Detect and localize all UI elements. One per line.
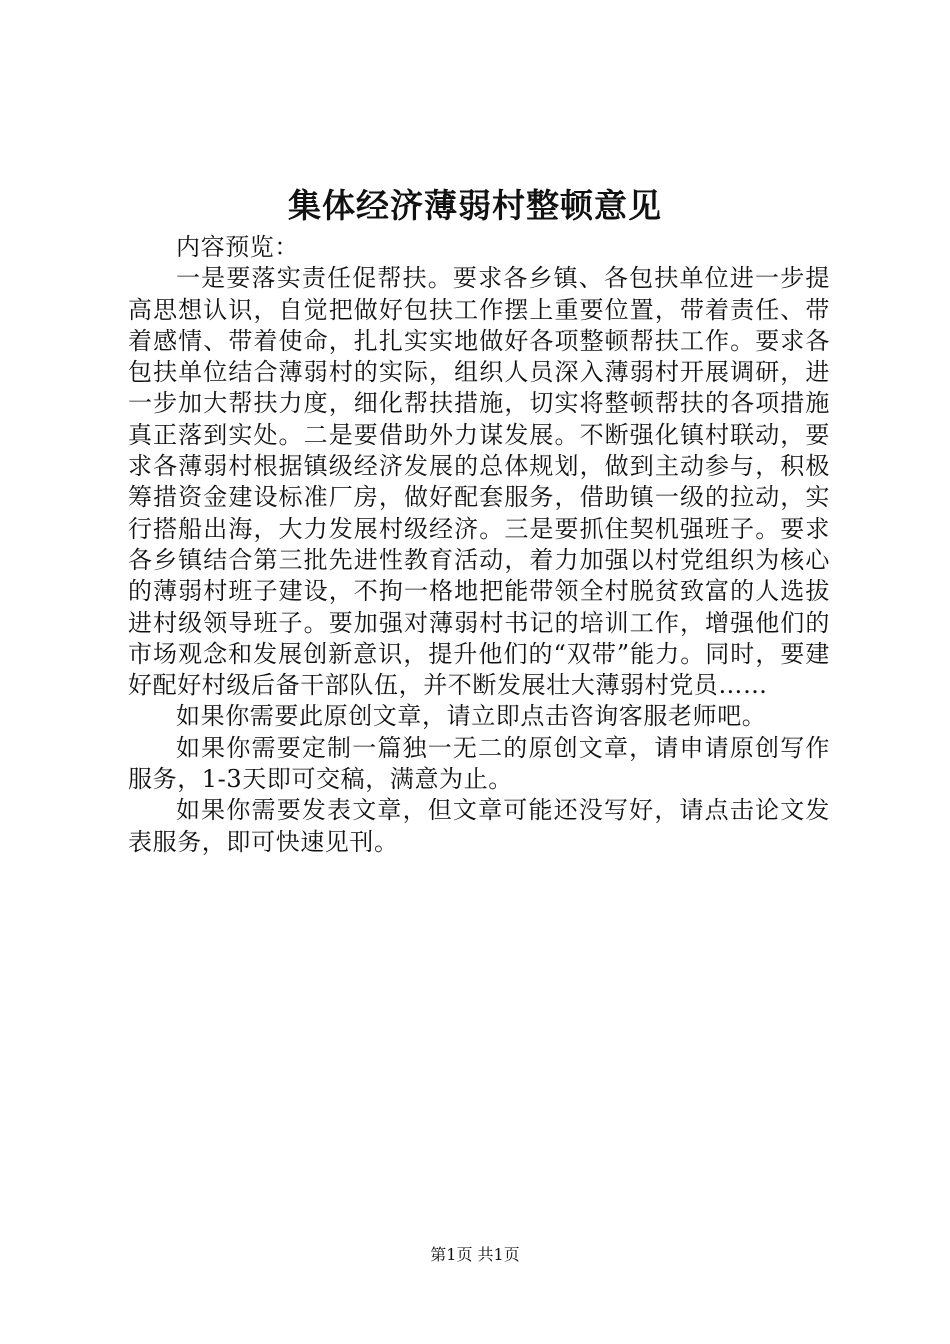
document-title: 集体经济薄弱村整顿意见 (288, 186, 662, 225)
main-paragraph: 一是要落实责任促帮扶。要求各乡镇、各包扶单位进一步提高思想认识，自觉把做好包扶工作摆上重要位置，带着责任、带着感情、带着使命，扎扎实实地做好各项整顿帮扶工作。要求各包扶单位结合薄弱村的实际，组织人员深入薄弱村开展调研，进一步加大帮扶力度，细化帮扶措施，切实将整顿帮扶的各项措施真正落到实处。二是要借助外力谋发展。不断强化镇村联动，要求各薄弱村根据镇级经济发展的总体规划，做到主动参与，积极筹措资金建设标准厂房，做好配套服务，借助镇一级的拉动，实行搭船出海，大力发展村级经济。三是要抓住契机强班子。要求各乡镇结合第三批先进性教育活动，着力加强以村党组织为核心的薄弱村班子建设，不拘一格地把能带领全村脱贫致富的人选拔进村级领导班子。要加强对薄弱村书记的培训工作，增强他们的市场观念和发展创新意识，提升他们的“双带”能力。同时，要建好配好村级后备干部队伍，并不断发展壮大薄弱村党员…… (128, 264, 830, 700)
document-body (128, 232, 830, 858)
page-footer: 第1页 共1页 (430, 1245, 520, 1264)
promo-paragraph-consult: 如果你需要此原创文章，请立即点击咨询客服老师吧。 (176, 702, 767, 731)
promo-paragraph-custom: 如果你需要定制一篇独一无二的原创文章，请申请原创写作服务，1-3天即可交稿，满意为止。 (128, 733, 830, 794)
preview-label: 内容预览： (176, 233, 299, 261)
promo-paragraph-publish: 如果你需要发表文章，但文章可能还没写好，请点击论文发表服务，即可快速见刊。 (128, 796, 830, 856)
